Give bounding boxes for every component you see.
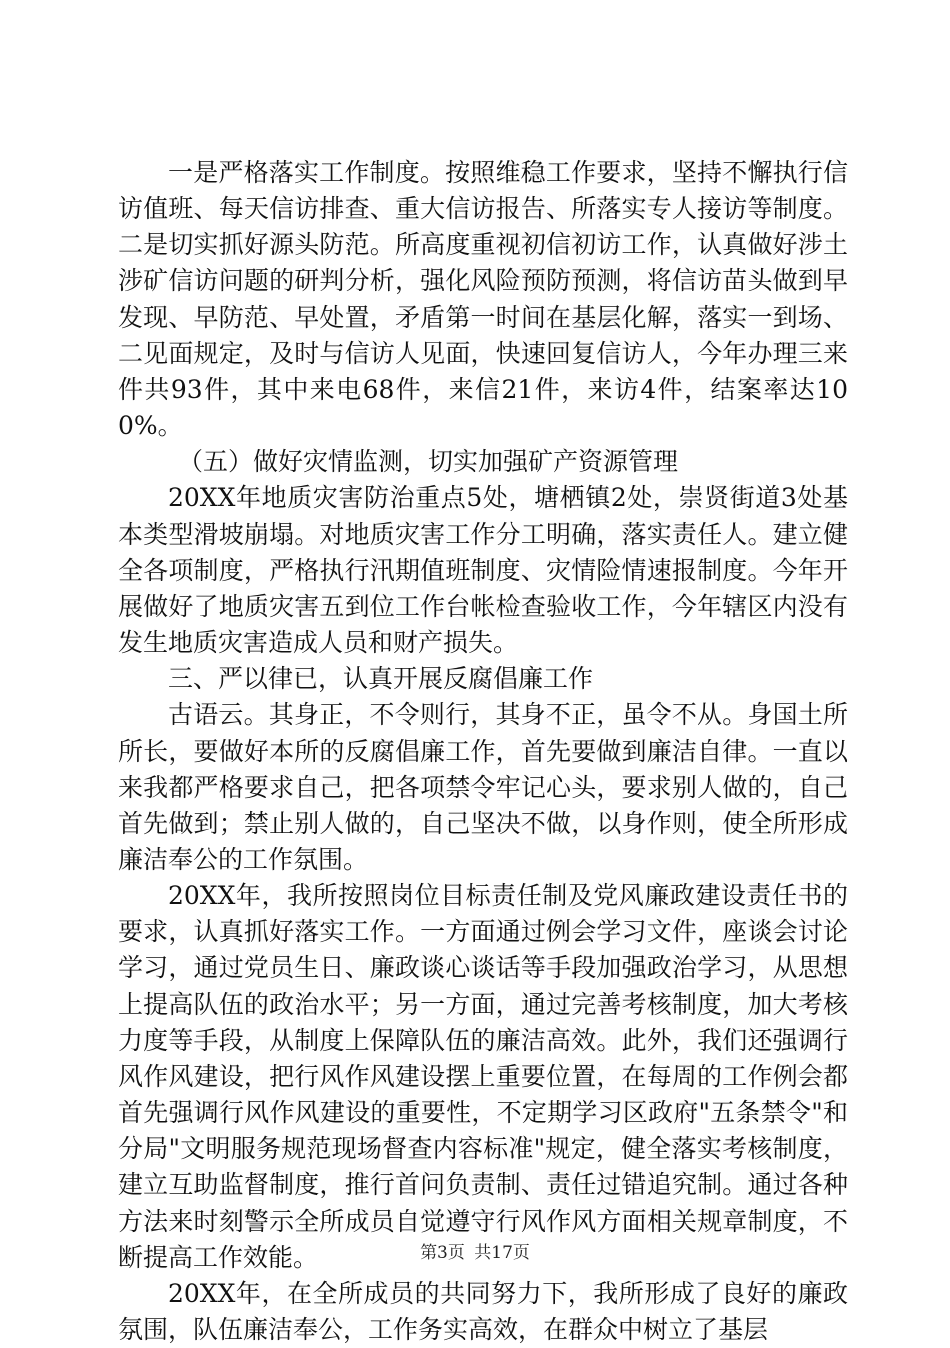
paragraph-responsibility-system: 20XX年，我所按照岗位目标责任制及党风廉政建设责任书的要求，认真抓好落实工作。一方面通过例会学习文件，座谈会讨论学习，通过党员生日、廉政谈心谈话等手段加强政治学习，从思想上提高队伍的政治水平；另一方面，通过完善考核制度，加大考核力度等手段，从制度上保障队伍的廉洁高效。此外，我们还强调行风作风建设，把行风作风建设摆上重要位置，在每周的工作例会都首先强调行风作风建设的重要性，不定期学习区政府"五条禁令"和分局"文明服务规范现场督查内容标准"规定，健全落实考核制度，建立互助监督制度，推行首问负责制、责任过错追究制。通过各种方法来时刻警示全所成员自觉遵守行风作风方面相关规章制度，不断提高工作效能。 <box>118 881 848 1272</box>
paragraph-self-discipline: 古语云。其身正，不令则行，其身不正，虽令不从。身国土所所长，要做好本所的反腐倡廉工作，首先要做到廉洁自律。一直以来我都严格要求自己，把各项禁令牢记心头，要求别人做的，自己首先做到；禁止别人做的，自己坚决不做，以身作则，使全所形成廉洁奉公的工作氛围。 <box>118 700 848 874</box>
section-heading-disaster-monitoring: （五）做好灾情监测，切实加强矿产资源管理 <box>178 447 679 477</box>
section-heading-anti-corruption: 三、严以律已，认真开展反腐倡廉工作 <box>168 664 594 694</box>
page-total: 共17页 <box>474 1243 530 1263</box>
paragraph-petition-work: 一是严格落实工作制度。按照维稳工作要求，坚持不懈执行信访值班、每天信访排查、重大信访报告、所落实专人接访等制度。二是切实抓好源头防范。所高度重视初信初访工作，认真做好涉土涉矿信访问题的研判分析，强化风险预防预测，将信访苗头做到早发现、早防范、早处置，矛盾第一时间在基层化解，落实一到场、二见面规定，及时与信访人见面，快速回复信访人，今年办理三来件共93件，其中来电68件，来信21件，来访4件，结案率达100%。 <box>118 158 848 441</box>
document-body <box>118 155 848 1348</box>
paragraph-clean-atmosphere: 20XX年，在全所成员的共同努力下，我所形成了良好的廉政氛围，队伍廉洁奉公，工作务实高效，在群众中树立了基层 <box>118 1278 848 1344</box>
page-footer <box>0 1238 950 1263</box>
paragraph-geological-disaster: 20XX年地质灾害防治重点5处，塘栖镇2处，崇贤街道3处基本类型滑坡崩塌。对地质灾害工作分工明确，落实责任人。建立健全各项制度，严格执行汛期值班制度、灾情险情速报制度。今年开展做好了地质灾害五到位工作台帐检查验收工作，今年辖区内没有发生地质灾害造成人员和财产损失。 <box>118 483 848 658</box>
page-number: 第3页 <box>420 1243 465 1263</box>
